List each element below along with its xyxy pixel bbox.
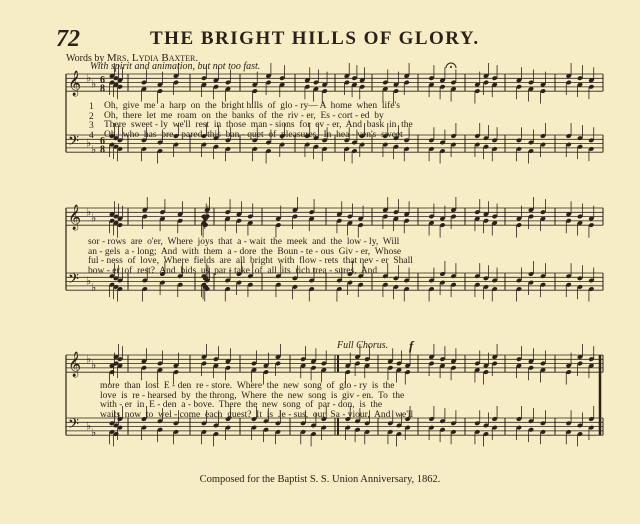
lyric-line: bow - er of rest? And bids us par - take of all its rich trea - sures, And: [88, 265, 378, 276]
hymn-title: THE BRIGHT HILLS OF GLORY.: [150, 28, 480, 49]
full-chorus-label: Full Chorus.: [337, 340, 389, 351]
verse-number: 1: [89, 102, 94, 112]
page-number: 72: [56, 26, 80, 52]
lyric-line: love is re - hearsed by the throng, Where the new song is giv - en. To the: [100, 390, 405, 401]
flat-sign: ♭: [86, 137, 92, 150]
lyric-line: ful - ness of love, Where fields are all bright with flow - rets that nev - er Shall: [88, 256, 413, 266]
lyric-line: more than lost E - den re - store. Where the new song of glo - ry is the: [100, 381, 395, 391]
bass-clef: 𝄢: [68, 271, 79, 291]
words-prefix: Words by: [66, 53, 105, 64]
flat-sign: ♭: [86, 275, 92, 288]
lyric-line: an - gels a - long; And with them a - dore the Boun - te - ous Giv - er, Whose: [88, 246, 402, 257]
treble-clef: 𝄞: [68, 71, 82, 96]
flat-sign: ♭: [86, 72, 92, 85]
verse-number: 3: [89, 121, 94, 131]
lyric-line: Oh, who has pre - pared this ban - quet of pleasures, In hea - ven's sweet: [104, 129, 403, 140]
forte-marking: f: [409, 338, 414, 353]
time-signature: 8: [100, 144, 105, 156]
tempo-marking: With spirit and animation, but not too fast.: [90, 61, 261, 72]
time-signature: 8: [100, 83, 105, 95]
composition-note: Composed for the Baptist S. S. Union Anniversary, 1862.: [199, 474, 441, 485]
fermata-dot: [450, 66, 452, 68]
author-name: Mrs. Lydia Baxter.: [106, 52, 199, 64]
lyric-line: waits now to wel - come each guest? It is Je - sus, our Sa - viour, And we'll: [100, 409, 414, 420]
time-signature: 6: [100, 136, 105, 147]
lyric-line: Oh, give me a harp on the bright hills of glo - ry— A home when life's: [104, 101, 400, 111]
verse-number: 4: [89, 130, 94, 141]
flat-sign: ♭: [86, 206, 92, 219]
flat-sign: ♭: [91, 144, 97, 156]
lyric-line: with - er in E - den a - bove. There the new song of par - don, is the: [100, 400, 383, 410]
treble-clef: 𝄞: [68, 205, 82, 230]
flat-sign: ♭: [91, 359, 97, 372]
time-signature: 6: [100, 75, 105, 86]
lyric-line: There sweet - ly we'll rest in those man - sions for ev - er, And bask in the: [104, 120, 413, 130]
lyric-line: Oh, there let me roam on the banks of the riv - er, Es - cort - ed by: [104, 110, 384, 121]
flat-sign: ♭: [86, 353, 92, 366]
flat-sign: ♭: [91, 78, 97, 91]
bass-clef: 𝄢: [68, 416, 79, 436]
bass-clef: 𝄢: [68, 133, 79, 153]
lyric-line: sor - rows are o'er, Where joys that a - wait the meek and the low - ly, Will: [88, 237, 400, 247]
flat-sign: ♭: [91, 282, 97, 294]
treble-clef: 𝄞: [68, 352, 82, 377]
flat-sign: ♭: [91, 212, 97, 225]
verse-number: 2: [89, 111, 94, 122]
flat-sign: ♭: [91, 427, 97, 439]
flat-sign: ♭: [86, 420, 92, 433]
